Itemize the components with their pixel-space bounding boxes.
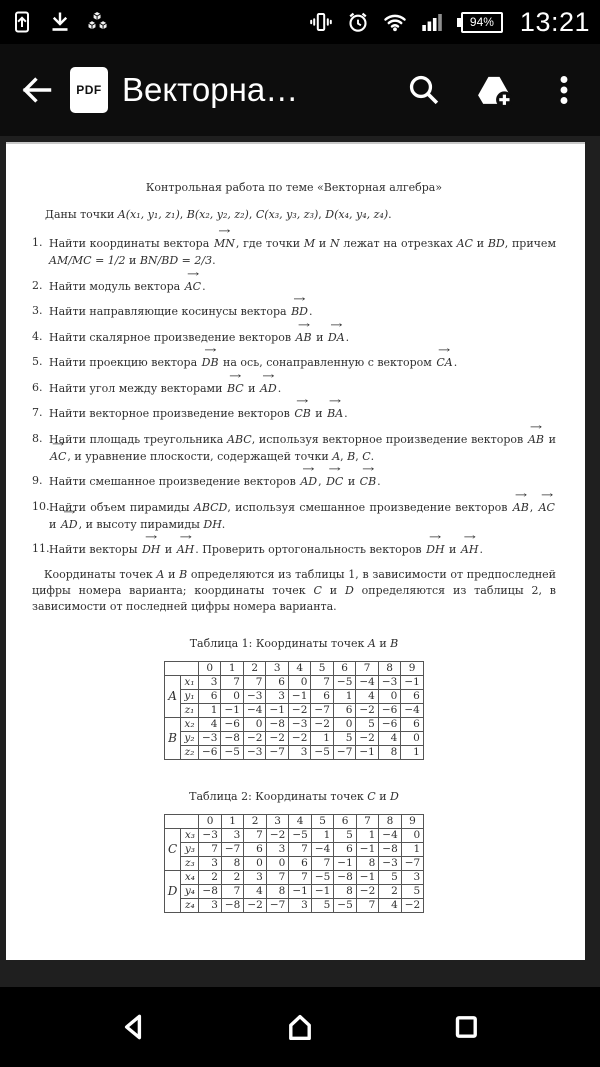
coordinate-value: 1	[311, 828, 333, 842]
item-number: 9.	[32, 474, 43, 487]
math-var: A(x₁, y₁, z₁)	[117, 208, 180, 221]
item-text: Найти смешанное произведение векторов → AD, → DC и → CB.	[49, 473, 556, 490]
table-row	[164, 898, 423, 912]
coordinate-value: 7	[311, 675, 333, 689]
item-text: Найти объем пирамиды ABCD, используя смешанное произведение векторов → AB, → AC и → AD, и высоту пирамиды DH.	[49, 499, 556, 533]
search-icon	[406, 72, 442, 108]
back-button[interactable]	[14, 68, 58, 112]
variant-digit: 0	[198, 661, 220, 675]
coordinate-value: −3	[199, 828, 221, 842]
cubes-icon	[86, 10, 110, 34]
coordinate-value: 5	[356, 717, 378, 731]
coordinate-label: x₄	[181, 870, 199, 884]
item-number: 8.	[32, 431, 43, 445]
coordinate-value: 8	[334, 884, 356, 898]
intro-paragraph: Даны точки A(x₁, y₁, z₁), B(x₂, y₂, z₂), C(x₃, y₃, z₃), D(x₄, y₄, z₄).	[45, 208, 392, 221]
coordinate-value: 8	[266, 884, 288, 898]
coordinate-value: 8	[378, 745, 400, 759]
task-item-6	[32, 380, 556, 397]
math-var: N	[329, 237, 340, 250]
coordinate-value: 6	[244, 842, 266, 856]
coordinate-value: 3	[199, 856, 221, 870]
coordinate-value: −5	[311, 745, 333, 759]
coordinate-value: 6	[333, 703, 355, 717]
task-item-7	[32, 405, 556, 422]
item-number: 3.	[32, 304, 43, 317]
coordinate-value: 7	[221, 675, 243, 689]
coordinate-value: 0	[266, 856, 288, 870]
math-var: B	[347, 449, 356, 463]
item-number: 6.	[32, 380, 43, 394]
coordinate-label: y₃	[181, 842, 199, 856]
coordinate-value: 5	[333, 731, 355, 745]
nav-back-button[interactable]	[117, 1010, 151, 1044]
coordinate-value: 3	[198, 675, 220, 689]
coordinate-value: 5	[334, 828, 356, 842]
variant-digit: 1	[221, 661, 243, 675]
coordinate-value: 6	[198, 689, 220, 703]
coordinate-value: −1	[356, 842, 378, 856]
alarm-icon	[346, 10, 370, 34]
math-var: B(x₂, y₂, z₂)	[186, 208, 249, 221]
coordinate-value: −2	[244, 898, 266, 912]
nav-home-icon	[283, 1010, 317, 1044]
coordinate-value: 3	[289, 898, 311, 912]
coordinate-value: −8	[266, 717, 288, 731]
coordinate-value: 3	[221, 828, 243, 842]
coordinate-value: −6	[378, 717, 400, 731]
math-var: BN/BD = 2/3	[139, 254, 213, 267]
coordinate-value: −1	[334, 856, 356, 870]
item-number: 4.	[32, 329, 43, 343]
math-var: DH	[203, 517, 222, 531]
coordinate-value: −7	[333, 745, 355, 759]
coordinate-value: −4	[401, 703, 423, 717]
vector-AC: → AC	[50, 448, 66, 465]
coordinate-value: −1	[289, 884, 311, 898]
task-list	[32, 235, 556, 558]
item-text: Найти площадь треугольника ABC, используя векторное произведение векторов → AB и → AC, и уравнение плоскости, содержащей точки A, B, C.	[49, 431, 556, 465]
coordinate-label: z₁	[180, 703, 198, 717]
status-bar	[0, 0, 600, 44]
math-var: A	[156, 567, 165, 581]
coordinate-value: −7	[266, 898, 288, 912]
table-row	[165, 731, 424, 745]
vector-AH: → AH	[177, 541, 195, 558]
coordinate-value: −1	[288, 689, 310, 703]
coordinate-value: −1	[356, 870, 378, 884]
table2-caption: Таблица 2: Координаты точек C и D	[189, 789, 399, 803]
coordinate-value: −1	[221, 703, 243, 717]
math-var: A	[332, 449, 341, 463]
point-label: B	[165, 717, 181, 759]
math-var: C	[362, 449, 371, 463]
coordinate-value: −3	[288, 717, 310, 731]
table-row	[165, 745, 424, 759]
math-var: M	[303, 237, 316, 250]
item-text: Найти направляющие косинусы вектора → BD.	[49, 303, 556, 320]
vector-MN: → MN	[214, 235, 235, 252]
coordinate-value: −5	[221, 745, 243, 759]
coordinate-label: z₃	[181, 856, 199, 870]
coordinate-value: 7	[289, 870, 311, 884]
coordinate-value: −2	[311, 717, 333, 731]
vector-BD: → BD	[291, 303, 308, 320]
coordinate-value: −8	[379, 842, 401, 856]
item-text: Найти угол между векторами → BC и → AD.	[49, 380, 556, 397]
item-number: 10.	[32, 499, 50, 513]
coordinate-value: 7	[221, 884, 243, 898]
coordinate-value: −3	[379, 856, 401, 870]
coordinate-value: −5	[334, 898, 356, 912]
math-var: B	[179, 567, 188, 581]
coordinate-value: 6	[266, 675, 288, 689]
vector-DB: → DB	[202, 354, 219, 371]
coordinate-value: −4	[243, 703, 265, 717]
coordinate-value: −4	[311, 842, 333, 856]
coordinate-value: 7	[243, 675, 265, 689]
coordinate-value: 1	[356, 828, 378, 842]
coordinate-value: 1	[311, 731, 333, 745]
table-row	[164, 856, 423, 870]
coordinate-value: 2	[221, 870, 243, 884]
coordinate-value: −7	[221, 842, 243, 856]
table-row	[165, 717, 424, 731]
coordinate-value: 2	[199, 870, 221, 884]
table1-caption: Таблица 1: Координаты точек A и B	[189, 636, 399, 650]
math-var: D(x₄, y₄, z₄)	[325, 208, 389, 221]
table-row	[165, 675, 424, 689]
coordinate-value: −3	[243, 745, 265, 759]
table-row	[164, 884, 423, 898]
vector-AC: → AC	[539, 499, 555, 516]
coordinate-value: 1	[198, 703, 220, 717]
variant-digit: 7	[356, 661, 378, 675]
nav-home-button[interactable]	[283, 1010, 317, 1044]
coordinate-value: −3	[243, 689, 265, 703]
table1	[164, 661, 424, 760]
variant-digit: 6	[334, 814, 356, 828]
coordinate-value: −7	[311, 703, 333, 717]
task-item-4	[32, 329, 556, 346]
coordinate-value: 3	[266, 842, 288, 856]
coordinate-value: 7	[356, 898, 378, 912]
variant-digit: 0	[199, 814, 221, 828]
coordinate-value: 0	[221, 689, 243, 703]
coordinate-value: −2	[288, 731, 310, 745]
coordinate-value: 7	[266, 870, 288, 884]
back-arrow-icon	[18, 72, 54, 108]
coordinate-value: −6	[221, 717, 243, 731]
coordinate-value: 4	[198, 717, 220, 731]
vector-AD: → AD	[260, 380, 277, 397]
signal-icon	[420, 10, 444, 34]
download-icon	[48, 10, 72, 34]
variant-digit: 3	[266, 661, 288, 675]
coordinate-value: 4	[379, 898, 401, 912]
pdf-badge-label: PDF	[76, 83, 102, 97]
coordinate-label: z₂	[180, 745, 198, 759]
search-button[interactable]	[404, 70, 444, 110]
task-item-1	[32, 235, 556, 269]
coordinate-value: −3	[198, 731, 220, 745]
coordinate-value: 5	[311, 898, 333, 912]
math-var: D	[390, 789, 399, 803]
coordinate-value: −2	[288, 703, 310, 717]
variant-digit: 1	[221, 814, 243, 828]
item-text: Найти координаты вектора → MN, где точки M и N лежат на отрезках AC и BD, причем AM/MC = 1/2 и BN/BD = 2/3.	[49, 235, 556, 269]
vector-AC: → AC	[185, 278, 201, 295]
coordinate-value: −6	[378, 703, 400, 717]
coordinate-value: 3	[244, 870, 266, 884]
coordinate-value: 7	[289, 842, 311, 856]
corner-cell	[164, 814, 199, 828]
vector-DC: → DC	[326, 473, 343, 490]
vector-DA: → DA	[328, 329, 345, 346]
item-text: Найти векторы → DH и → AH. Проверить ортогональность векторов → DH и → AH.	[49, 541, 556, 558]
item-text: Найти векторное произведение векторов → CB и → BA.	[49, 405, 556, 422]
coordinate-value: −2	[356, 703, 378, 717]
point-label: D	[164, 870, 181, 912]
pdf-viewer[interactable]	[0, 136, 600, 987]
coordinate-value: 0	[244, 856, 266, 870]
table-row	[164, 870, 423, 884]
coordinate-value: −8	[334, 870, 356, 884]
coordinate-value: 2	[379, 884, 401, 898]
overflow-dots-icon	[546, 72, 582, 108]
task-item-8	[32, 431, 556, 465]
coordinate-label: y₄	[181, 884, 199, 898]
vector-BA: → BA	[327, 405, 343, 422]
coordinate-value: 6	[289, 856, 311, 870]
coordinate-value: 6	[334, 842, 356, 856]
coordinate-value: 8	[221, 856, 243, 870]
variant-digit: 5	[311, 814, 333, 828]
task-item-2	[32, 278, 556, 295]
variant-digit: 5	[311, 661, 333, 675]
math-var: AM/MC = 1/2	[49, 254, 126, 267]
coordinate-value: 4	[244, 884, 266, 898]
vector-CB: → CB	[294, 405, 311, 422]
table-row	[165, 703, 424, 717]
coordinate-value: 0	[378, 689, 400, 703]
overflow-menu-button[interactable]	[544, 70, 584, 110]
coordinate-label: y₂	[180, 731, 198, 745]
variant-digit: 9	[401, 661, 423, 675]
point-label: C	[164, 828, 181, 870]
variant-digit: 2	[244, 814, 266, 828]
page-title: Контрольная работа по теме «Векторная алгебра»	[145, 181, 443, 194]
coordinate-value: −4	[379, 828, 401, 842]
corner-cell	[165, 661, 199, 675]
coordinate-value: 1	[333, 689, 355, 703]
vector-CA: → CA	[436, 354, 452, 371]
variant-digit: 7	[356, 814, 378, 828]
math-var: AC	[456, 237, 473, 250]
item-text: Найти скалярное произведение векторов → AB и → DA.	[49, 329, 556, 346]
table-row	[164, 828, 423, 842]
math-var: ABC	[227, 432, 252, 446]
coordinate-value: −5	[333, 675, 355, 689]
variant-digit: 4	[289, 814, 311, 828]
vector-AD: → AD	[61, 516, 78, 533]
coordinate-value: 4	[356, 689, 378, 703]
vector-AD: → AD	[300, 473, 317, 490]
coordinate-value: 5	[401, 884, 423, 898]
coordinate-value: 3	[266, 689, 288, 703]
variant-digit: 4	[288, 661, 310, 675]
coordinate-value: 1	[401, 842, 423, 856]
coordinate-value: 0	[401, 731, 423, 745]
math-var: A	[367, 636, 376, 650]
item-number: 7.	[32, 406, 43, 419]
coordinate-value: −4	[356, 675, 378, 689]
coordinate-value: −2	[266, 828, 288, 842]
vector-AB: → AB	[296, 329, 312, 346]
math-var: D	[344, 583, 354, 597]
coordinate-value: 8	[356, 856, 378, 870]
coordinate-value: −2	[401, 898, 423, 912]
vector-BC: → BC	[227, 380, 244, 397]
item-number: 2.	[32, 278, 43, 292]
battery-icon	[461, 12, 503, 33]
task-item-3	[32, 303, 556, 320]
phone-upload-icon	[10, 10, 34, 34]
coordinate-value: 7	[311, 856, 333, 870]
vector-AH: → AH	[461, 541, 479, 558]
coordinate-value: −1	[266, 703, 288, 717]
coordinate-value: −2	[356, 884, 378, 898]
coordinate-value: −2	[356, 731, 378, 745]
vector-CB: → CB	[360, 473, 377, 490]
status-right-icons	[309, 7, 590, 38]
coordinate-value: −2	[243, 731, 265, 745]
point-label: A	[165, 675, 181, 717]
coordinate-value: −8	[199, 884, 221, 898]
vibrate-icon	[309, 10, 333, 34]
coordinate-value: −8	[221, 731, 243, 745]
item-number: 11.	[32, 542, 50, 555]
task-item-5	[32, 354, 556, 371]
math-var: C	[313, 583, 322, 597]
coordinate-label: x₁	[180, 675, 198, 689]
vector-DH: → DH	[426, 541, 444, 558]
coordinate-value: 3	[199, 898, 221, 912]
variant-digit: 6	[333, 661, 355, 675]
coordinate-value: −1	[401, 675, 423, 689]
status-left-icons	[10, 10, 110, 34]
coordinate-value: 7	[199, 842, 221, 856]
coordinate-value: 0	[333, 717, 355, 731]
coordinate-value: 5	[379, 870, 401, 884]
add-to-drive-button[interactable]	[474, 70, 514, 110]
item-text: Найти модуль вектора → AC.	[49, 278, 556, 295]
navigation-bar	[0, 987, 600, 1067]
vector-DH: → DH	[142, 541, 160, 558]
coordinate-value: 4	[378, 731, 400, 745]
coordinate-label: z₄	[181, 898, 199, 912]
table-row	[165, 689, 424, 703]
item-text: Найти проекцию вектора → DB на ось, сонаправленную с вектором → CA.	[49, 354, 556, 371]
coordinate-value: −7	[401, 856, 423, 870]
coordinate-value: −5	[311, 870, 333, 884]
wifi-icon	[383, 10, 407, 34]
math-var: C	[367, 789, 376, 803]
pdf-page	[6, 142, 585, 960]
coordinate-value: 7	[244, 828, 266, 842]
coordinate-value: −5	[289, 828, 311, 842]
variant-digit: 2	[243, 661, 265, 675]
math-var: B	[390, 636, 399, 650]
battery-percent: 94%	[469, 15, 494, 29]
status-clock: 13:21	[519, 6, 590, 37]
variant-digit: 8	[378, 661, 400, 675]
coordinate-value: −3	[378, 675, 400, 689]
item-number: 1.	[32, 236, 43, 249]
coordinate-value: 3	[288, 745, 310, 759]
table2	[164, 814, 424, 913]
pdf-file-icon	[70, 67, 108, 113]
coordinate-value: −2	[266, 731, 288, 745]
nav-back-icon	[117, 1010, 151, 1044]
vector-AB: → AB	[528, 431, 544, 448]
task-item-10	[32, 499, 556, 533]
coordinate-value: −8	[221, 898, 243, 912]
coordinate-value: −1	[311, 884, 333, 898]
coordinate-label: x₃	[181, 828, 199, 842]
task-item-9	[32, 473, 556, 490]
math-var: BD	[487, 237, 505, 250]
math-var: C(x₃, y₃, z₃)	[255, 208, 319, 221]
coordinate-value: 6	[401, 717, 423, 731]
coordinate-value: 3	[401, 870, 423, 884]
coordinate-value: 0	[401, 828, 423, 842]
vector-AB: → AB	[513, 499, 529, 516]
drive-add-icon	[476, 72, 512, 108]
app-toolbar	[0, 44, 600, 136]
document-title-truncated: Векторна…	[122, 71, 299, 108]
coordinate-label: y₁	[180, 689, 198, 703]
coordinate-value: 6	[401, 689, 423, 703]
coordinate-value: 0	[243, 717, 265, 731]
task-item-11	[32, 541, 556, 558]
coordinate-value: −1	[356, 745, 378, 759]
table-row	[164, 842, 423, 856]
closing-paragraph: Координаты точек A и B определяются из таблицы 1, в зависимости от предпоследней цифры номера варианта; координаты точек C и D определяются из таблицы 2, в зависимости от последней цифры номера варианта.	[32, 567, 557, 613]
item-number: 5.	[32, 355, 43, 368]
variant-digit: 3	[266, 814, 288, 828]
coordinate-value: 0	[288, 675, 310, 689]
toolbar-actions	[404, 70, 586, 110]
coordinate-value: 6	[311, 689, 333, 703]
coordinate-label: x₂	[180, 717, 198, 731]
math-var: ABCD	[193, 500, 228, 514]
coordinate-value: 1	[401, 745, 423, 759]
coordinate-value: −7	[266, 745, 288, 759]
nav-recents-icon	[449, 1010, 483, 1044]
variant-digit: 9	[401, 814, 423, 828]
coordinate-value: −6	[198, 745, 220, 759]
variant-digit: 8	[379, 814, 401, 828]
nav-recents-button[interactable]	[449, 1010, 483, 1044]
